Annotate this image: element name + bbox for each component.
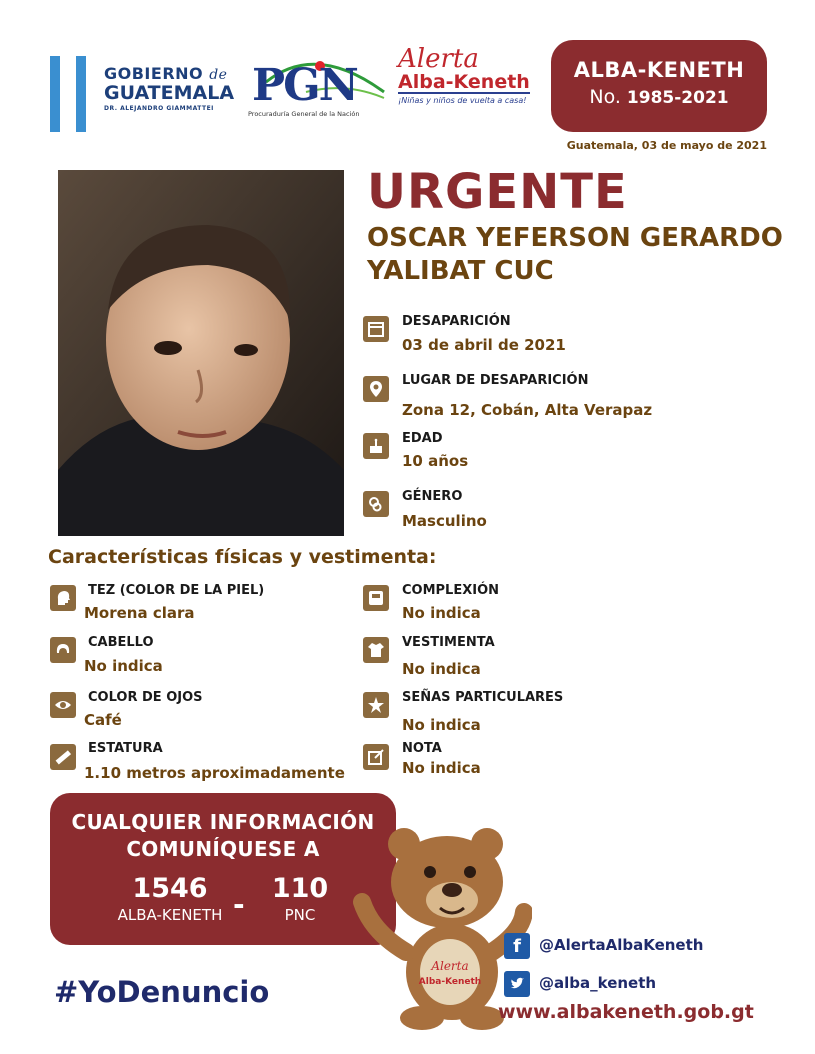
note-item (363, 744, 389, 770)
note-edit-icon (363, 744, 389, 770)
child-name-line2: YALIBAT CUC (367, 256, 554, 286)
contact-heading (50, 809, 396, 863)
build-value: No indica (402, 604, 481, 622)
detail-disappearance (363, 316, 389, 342)
government-logo-bars (50, 56, 90, 132)
shirt-icon (363, 637, 389, 663)
child-name (367, 222, 807, 288)
hashtag: #YoDenuncio (54, 975, 270, 1009)
ruler-icon (50, 744, 76, 770)
missing-child-photo (58, 170, 344, 536)
marks-item (363, 692, 389, 718)
star-icon (363, 692, 389, 718)
characteristics-heading: Características físicas y vestimenta: (48, 546, 437, 568)
age-label: EDAD (402, 431, 443, 446)
location-label: LUGAR DE DESAPARICIÓN (402, 373, 589, 388)
gov-line3: DR. ALEJANDRO GIAMMATTEI (104, 105, 214, 112)
eye-color-label: COLOR DE OJOS (88, 690, 203, 705)
case-title: ALBA-KENETH (573, 58, 745, 82)
svg-text:Alerta: Alerta (431, 959, 469, 973)
marks-value: No indica (402, 716, 481, 734)
head-profile-icon (50, 585, 76, 611)
height-value: 1.10 metros aproximadamente (84, 764, 345, 782)
calendar-icon (363, 316, 389, 342)
location-value: Zona 12, Cobán, Alta Verapaz (402, 401, 653, 419)
gender-value: Masculino (402, 512, 487, 530)
disappearance-label: DESAPARICIÓN (402, 314, 511, 329)
note-label: NOTA (402, 741, 442, 756)
height-item (50, 744, 76, 770)
location-pin-icon (363, 376, 389, 402)
detail-location (363, 376, 389, 402)
clothing-value: No indica (402, 660, 481, 678)
build-item (363, 585, 389, 611)
facebook-link[interactable] (504, 933, 530, 959)
twitter-handle[interactable]: @alba_keneth (539, 974, 657, 992)
eye-color-value: Café (84, 711, 122, 729)
hair-icon (50, 637, 76, 663)
alerta-logo (398, 46, 533, 105)
gov-line1: GOBIERNO de (104, 64, 228, 83)
skin-tone-label: TEZ (COLOR DE LA PIEL) (88, 583, 265, 598)
eye-icon (50, 692, 76, 718)
skin-tone-value: Morena clara (84, 604, 195, 622)
gender-icon (363, 491, 389, 517)
alerta-logo-line1: Alerta (398, 44, 479, 74)
urgency-heading: URGENTE (367, 164, 628, 220)
pgn-logo (246, 52, 386, 118)
alerta-logo-tagline: ¡Niñas y niños de vuelta a casa! (398, 96, 527, 105)
disappearance-value: 03 de abril de 2021 (402, 336, 566, 354)
phone-alba-keneth[interactable]: 1546 (132, 873, 208, 904)
hair-label: CABELLO (88, 635, 154, 650)
height-label: ESTATURA (88, 741, 163, 756)
hair-item (50, 637, 76, 663)
detail-gender (363, 491, 389, 517)
phone-pnc[interactable]: 110 (271, 873, 329, 904)
twitter-link[interactable] (504, 971, 530, 997)
phone-pnc-label: PNC (284, 906, 316, 924)
svg-text:Alba-Keneth: Alba-Keneth (418, 977, 482, 987)
note-value: No indica (402, 759, 481, 777)
alerta-logo-line2: Alba-Keneth (398, 71, 530, 93)
phone-alba-keneth-label: ALBA-KENETH (117, 906, 223, 924)
scale-icon (363, 585, 389, 611)
gov-line2: GUATEMALA (104, 82, 235, 104)
case-number-badge (551, 40, 767, 132)
government-logo-text (104, 66, 234, 112)
eye-color-item (50, 692, 76, 718)
case-number: No. 1985-2021 (589, 86, 729, 108)
marks-label: SEÑAS PARTICULARES (402, 690, 564, 705)
contact-heading-line1: CUALQUIER INFORMACIÓN (71, 810, 375, 834)
issue-date: Guatemala, 03 de mayo de 2021 (566, 139, 767, 152)
gender-label: GÉNERO (402, 489, 463, 504)
detail-age (363, 433, 389, 459)
twitter-icon (504, 971, 530, 997)
pgn-logo-sub: Procuraduría General de la Nación (248, 110, 360, 118)
clothing-label: VESTIMENTA (402, 635, 495, 650)
phone-separator: - (233, 888, 245, 921)
website-link[interactable]: www.albakeneth.gob.gt (498, 1001, 754, 1023)
cake-icon (363, 433, 389, 459)
clothing-item (363, 637, 389, 663)
skin-tone-item (50, 585, 76, 611)
facebook-icon: f (504, 933, 530, 959)
hair-value: No indica (84, 657, 163, 675)
facebook-handle[interactable]: @AlertaAlbaKeneth (539, 936, 704, 954)
pgn-logo-text: PGN (252, 60, 357, 111)
contact-box (50, 793, 396, 945)
contact-heading-line2: COMUNÍQUESE A (126, 837, 320, 861)
child-portrait-illustration (58, 170, 344, 536)
child-name-line1: OSCAR YEFERSON GERARDO (367, 223, 783, 253)
age-value: 10 años (402, 452, 469, 470)
build-label: COMPLEXIÓN (402, 583, 500, 598)
